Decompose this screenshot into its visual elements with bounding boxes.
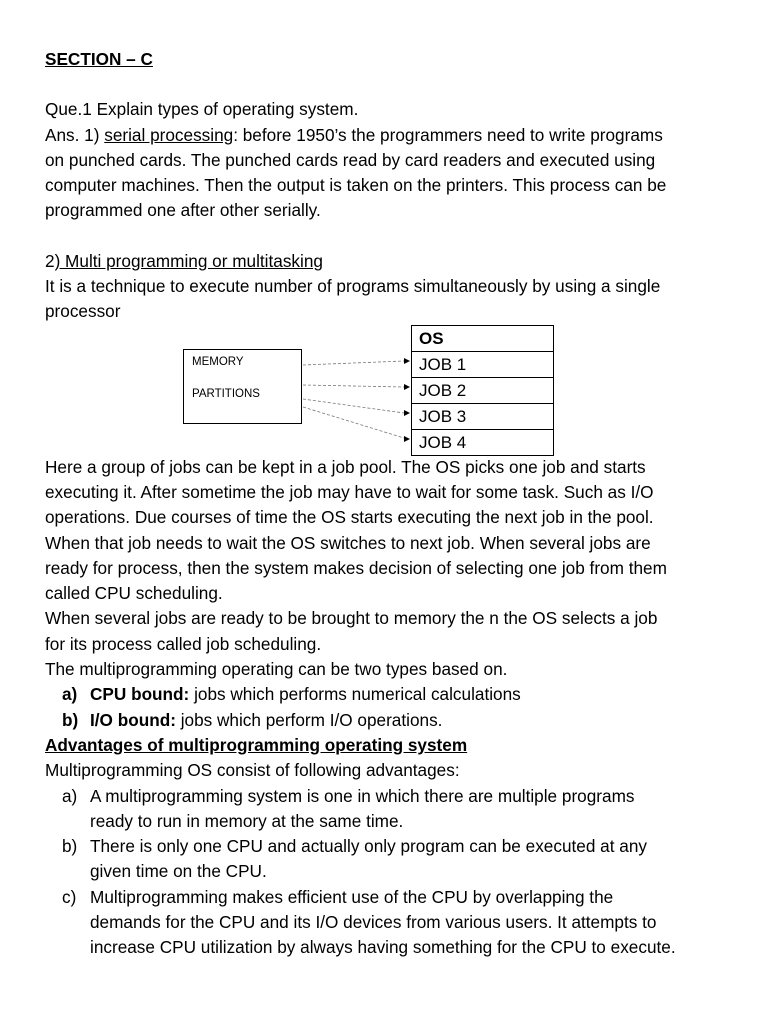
spacer [45,224,745,249]
advantages-intro: Multiprogramming OS consist of following advantages: [45,760,460,781]
multi-line: processor [45,301,121,322]
memory-diagram [0,325,768,455]
job-cell: JOB 4 [412,429,554,455]
advantage-item-continued: demands for the CPU and its I/O devices from various users. It attempts to [90,912,657,933]
memory-label: MEMORY [192,355,244,368]
advantage-item-continued: given time on the CPU. [90,861,267,882]
job-cell: JOB 2 [412,377,554,403]
body-line: operations. Due courses of time the OS starts executing the next job in the pool. [45,507,654,528]
table-row [412,403,554,429]
advantages-heading: Advantages of multiprogramming operating system [45,734,468,755]
table-row [412,377,554,403]
body-line: The multiprogramming operating can be two types based on. [45,659,508,680]
table-row [412,351,554,377]
multi-line: It is a technique to execute number of programs simultaneously by using a single [45,276,661,297]
body-line: for its process called job scheduling. [45,633,322,654]
arrows [0,325,768,455]
body-line: Here a group of jobs can be kept in a job pool. The OS picks one job and starts [45,456,646,477]
arrow-head-icon [404,410,410,416]
multi-heading: 2) Multi programming or multitasking [45,250,323,271]
arrow-head-icon [404,436,410,442]
table-row [412,325,554,351]
serial-processing-term: serial processing [104,124,234,145]
arrow-head-icon [404,358,410,364]
answer-line: computer machines. Then the output is taken on the printers. This process can be [45,175,667,196]
partitions-label: PARTITIONS [192,387,260,400]
question-text: Que.1 Explain types of operating system. [45,99,359,120]
advantage-item: a) A multiprogramming system is one in which there are multiple programs [62,785,635,806]
advantage-item-continued: increase CPU utilization by always having something for the CPU to execute. [90,937,676,958]
body-line: executing it. After sometime the job may have to wait for some task. Such as I/O [45,481,654,502]
job-cell: JOB 1 [412,351,554,377]
type-item: b) I/O bound: jobs which perform I/O operations. [62,709,443,730]
advantage-item-continued: ready to run in memory at the same time. [90,810,404,831]
body-line: When that job needs to wait the OS switches to next job. When several jobs are [45,532,651,553]
answer-line: programmed one after other serially. [45,200,321,221]
section-title: SECTION – C [45,49,153,69]
os-jobs-table [411,325,554,456]
job-cell: JOB 3 [412,403,554,429]
body-line: ready for process, then the system makes decision of selecting one job from them [45,557,667,578]
body-line: called CPU scheduling. [45,583,223,604]
answer-line: on punched cards. The punched cards read by card readers and executed using [45,149,656,170]
spacer [45,72,745,97]
advantage-item: c) Multiprogramming makes efficient use of the CPU by overlapping the [62,886,614,907]
arrow-head-icon [404,384,410,390]
body-line: When several jobs are ready to be brought to memory the n the OS selects a job [45,608,658,629]
advantage-item: b) There is only one CPU and actually only program can be executed at any [62,836,647,857]
table-row [412,429,554,455]
os-cell: OS [412,325,554,351]
answer-line-1: Ans. 1) serial processing: before 1950’s the programmers need to write programs [45,124,663,145]
document-page [45,47,745,961]
type-item: a) CPU bound: jobs which performs numerical calculations [62,684,521,705]
